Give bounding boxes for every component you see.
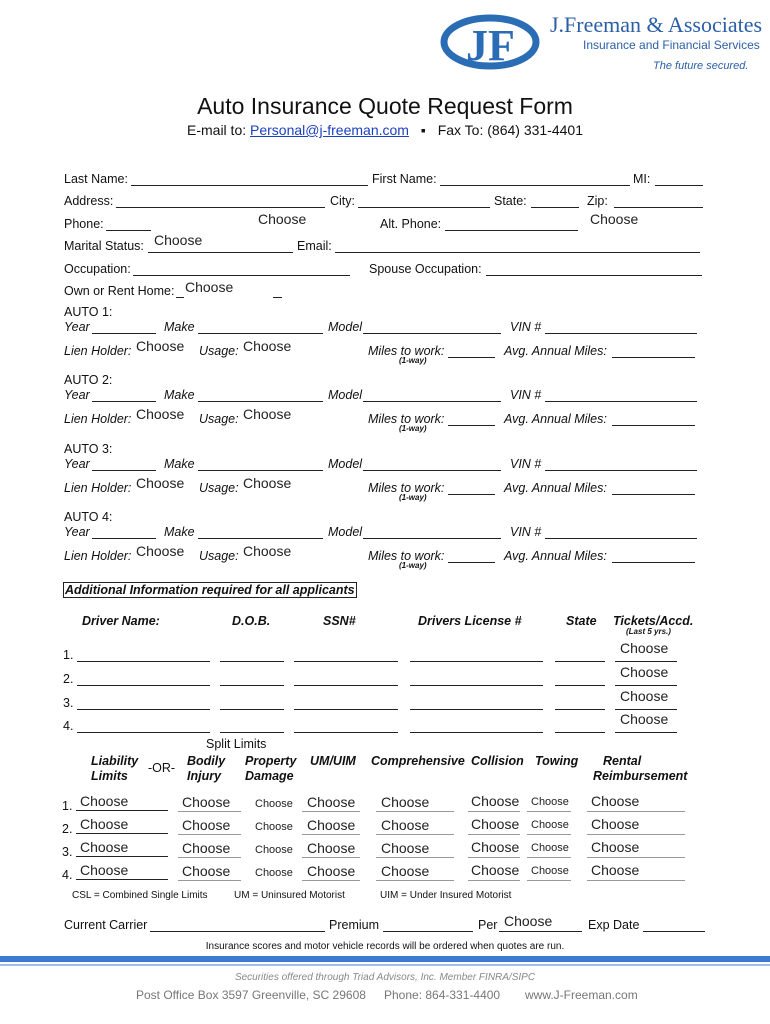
liability-limits-select[interactable]: Choose	[80, 816, 129, 832]
model-label: Model	[328, 457, 363, 471]
towing-select[interactable]: Choose	[531, 819, 569, 831]
driver-row-number: 2.	[63, 672, 74, 686]
dob-field[interactable]	[220, 661, 284, 662]
comprehensive-select[interactable]: Choose	[381, 863, 430, 879]
comprehensive-header: Comprehensive	[371, 754, 465, 768]
rental-line	[587, 880, 685, 881]
bodily-injury-line	[178, 880, 241, 881]
tickets-line	[615, 661, 677, 662]
logo	[440, 10, 550, 72]
phone-label: Phone:	[64, 217, 104, 231]
year-label: Year	[64, 320, 90, 334]
vin-label: VIN #	[510, 457, 542, 471]
driver-row-number: 3.	[63, 696, 74, 710]
zip-field[interactable]	[614, 207, 703, 208]
state-header: State	[566, 614, 597, 628]
address-label: Address:	[64, 194, 114, 208]
email-link[interactable]: Personal@j-freeman.com	[250, 122, 409, 138]
rental-line	[587, 834, 685, 835]
ssn-field[interactable]	[294, 685, 398, 686]
uim-note: UIM = Under Insured Motorist	[380, 890, 512, 901]
state-label: State:	[494, 194, 527, 208]
spouse-occupation-field[interactable]	[486, 275, 702, 276]
comprehensive-select[interactable]: Choose	[381, 817, 430, 833]
auto-title: AUTO 4:	[64, 510, 113, 524]
driver-row-number: 4.	[63, 719, 74, 733]
liability-limits-select[interactable]: Choose	[80, 839, 129, 855]
make-label: Make	[164, 320, 195, 334]
miles-to-work-field[interactable]	[448, 357, 495, 358]
year-label: Year	[64, 457, 90, 471]
miles-to-work-field[interactable]	[448, 494, 495, 495]
rental-select[interactable]: Choose	[591, 862, 640, 878]
marital-status-label: Marital Status:	[64, 239, 144, 253]
comprehensive-line	[376, 857, 454, 858]
bodily-injury-select[interactable]: Choose	[182, 863, 231, 879]
footer-address: Post Office Box 3597 Greenville, SC 29608	[136, 988, 366, 1002]
liability-limits-line	[76, 833, 168, 834]
avg-annual-miles-field[interactable]	[612, 562, 695, 563]
lien-holder-label: Lien Holder:	[64, 412, 132, 426]
license-field[interactable]	[410, 661, 543, 662]
collision-select[interactable]: Choose	[471, 816, 520, 832]
premium-field[interactable]	[383, 931, 473, 932]
comprehensive-select[interactable]: Choose	[381, 840, 430, 856]
miles-to-work-label: Miles to work:	[368, 412, 445, 426]
miles-to-work-field[interactable]	[448, 425, 495, 426]
marital-status-select[interactable]: Choose	[154, 232, 203, 248]
vin-field[interactable]	[545, 470, 697, 471]
page-title: Auto Insurance Quote Request Form	[197, 93, 573, 119]
driver-name-header: Driver Name:	[82, 614, 160, 628]
usage-label: Usage:	[199, 481, 239, 495]
vin-label: VIN #	[510, 525, 542, 539]
license-field[interactable]	[410, 685, 543, 686]
driver-name-field[interactable]	[77, 685, 210, 686]
collision-select[interactable]: Choose	[471, 793, 520, 809]
usage-select[interactable]: Choose	[243, 338, 292, 354]
reimbursement-header: Reimbursement	[593, 769, 688, 783]
email-label: E-mail to:	[187, 122, 247, 138]
liability-header: Liability	[91, 754, 139, 768]
comprehensive-line	[376, 880, 454, 881]
coverage-row-number: 1.	[62, 799, 73, 813]
tickets-line	[615, 709, 677, 710]
um-uim-line	[302, 811, 360, 812]
auto-title: AUTO 1:	[64, 305, 113, 319]
email-field-label: Email:	[297, 239, 332, 253]
auto-title: AUTO 2:	[64, 373, 113, 387]
year-label: Year	[64, 525, 90, 539]
vin-field[interactable]	[545, 333, 697, 334]
lien-holder-select[interactable]: Choose	[136, 543, 185, 559]
collision-line	[468, 880, 520, 881]
model-field[interactable]	[363, 333, 501, 334]
tickets-select[interactable]: Choose	[620, 664, 669, 680]
tickets-line	[615, 732, 677, 733]
footer-bar-thin	[0, 964, 770, 966]
per-label: Per	[478, 918, 498, 932]
driver-name-field[interactable]	[77, 709, 210, 710]
avg-annual-miles-field[interactable]	[612, 494, 695, 495]
per-select[interactable]: Choose	[504, 913, 553, 929]
dob-field[interactable]	[220, 732, 284, 733]
towing-line	[527, 811, 571, 812]
collision-select[interactable]: Choose	[471, 862, 520, 878]
injury-header: Injury	[187, 769, 222, 783]
liability-limits-select[interactable]: Choose	[80, 862, 129, 878]
dob-field[interactable]	[220, 685, 284, 686]
driver-row-number: 1.	[63, 648, 74, 662]
model-label: Model	[328, 320, 363, 334]
year-label: Year	[64, 388, 90, 402]
phone-type-select[interactable]: Choose	[258, 211, 307, 227]
mi-field[interactable]	[655, 185, 703, 186]
lien-holder-label: Lien Holder:	[64, 344, 132, 358]
rental-select[interactable]: Choose	[591, 793, 640, 809]
miles-to-work-label: Miles to work:	[368, 549, 445, 563]
state-field[interactable]	[555, 685, 605, 686]
bodily-injury-select[interactable]: Choose	[182, 794, 231, 810]
one-way-note: (1-way)	[399, 424, 427, 433]
usage-select[interactable]: Choose	[243, 543, 292, 559]
lien-holder-select[interactable]: Choose	[136, 475, 185, 491]
um-uim-header: UM/UIM	[310, 754, 356, 768]
email-field[interactable]	[335, 252, 700, 253]
towing-select[interactable]: Choose	[531, 796, 569, 808]
own-rent-select[interactable]: Choose	[185, 279, 234, 295]
contact-line	[0, 122, 770, 138]
auto-title: AUTO 3:	[64, 442, 113, 456]
model-field[interactable]	[363, 538, 501, 539]
usage-select[interactable]: Choose	[243, 475, 292, 491]
exp-date-label: Exp Date	[588, 918, 640, 932]
per-line	[499, 931, 582, 932]
um-uim-select[interactable]: Choose	[307, 863, 356, 879]
tickets-line	[615, 685, 677, 686]
towing-line	[527, 857, 571, 858]
additional-info-heading: Additional Information required for all applicants	[65, 583, 355, 597]
bullet: ▪	[420, 122, 426, 138]
lien-holder-label: Lien Holder:	[64, 481, 132, 495]
fax-number: Fax To: (864) 331-4401	[437, 122, 583, 138]
property-header: Property	[245, 754, 297, 768]
model-field[interactable]	[363, 401, 501, 402]
license-field[interactable]	[410, 709, 543, 710]
avg-annual-miles-field[interactable]	[612, 425, 695, 426]
phone-field[interactable]	[106, 230, 151, 231]
liability-limits-line	[76, 856, 168, 857]
limits-header: Limits	[91, 769, 128, 783]
first-name-label: First Name:	[372, 172, 437, 186]
footer-bar-thick	[0, 956, 770, 962]
avg-annual-miles-field[interactable]	[612, 357, 695, 358]
towing-line	[527, 834, 571, 835]
last-5-years-note: (Last 5 yrs.)	[626, 627, 671, 636]
year-field[interactable]	[92, 538, 156, 539]
tickets-select[interactable]: Choose	[620, 711, 669, 727]
last-name-field[interactable]	[131, 185, 368, 186]
rental-select[interactable]: Choose	[591, 816, 640, 832]
footer-phone: Phone: 864-331-4400	[384, 988, 501, 1002]
rental-header: Rental	[603, 754, 642, 768]
first-name-field[interactable]	[440, 185, 630, 186]
or-label: -OR-	[148, 761, 176, 775]
footer-website[interactable]: www.J-Freeman.com	[525, 988, 638, 1002]
own-rent-line	[176, 297, 184, 298]
one-way-note: (1-way)	[399, 493, 427, 502]
company-name: J.Freeman & Associates	[550, 12, 763, 37]
make-label: Make	[164, 388, 195, 402]
alt-phone-type-select[interactable]: Choose	[590, 211, 639, 227]
rental-line	[587, 811, 685, 812]
model-field[interactable]	[363, 470, 501, 471]
um-uim-line	[302, 834, 360, 835]
property-damage-select[interactable]: Choose	[255, 821, 293, 833]
own-rent-line-end	[273, 297, 282, 298]
lien-holder-label: Lien Holder:	[64, 549, 132, 563]
damage-header: Damage	[245, 769, 294, 783]
company-subtitle: Insurance and Financial Services	[583, 38, 760, 52]
lien-holder-select[interactable]: Choose	[136, 406, 185, 422]
vin-field[interactable]	[545, 401, 697, 402]
usage-label: Usage:	[199, 344, 239, 358]
driver-name-field[interactable]	[77, 732, 210, 733]
one-way-note: (1-way)	[399, 561, 427, 570]
bodily-injury-select[interactable]: Choose	[182, 840, 231, 856]
license-field[interactable]	[410, 732, 543, 733]
make-label: Make	[164, 525, 195, 539]
state-field[interactable]	[555, 661, 605, 662]
make-label: Make	[164, 457, 195, 471]
usage-label: Usage:	[199, 412, 239, 426]
bodily-injury-line	[178, 857, 241, 858]
driver-name-field[interactable]	[77, 661, 210, 662]
um-uim-select[interactable]: Choose	[307, 817, 356, 833]
mi-label: MI:	[633, 172, 651, 186]
avg-annual-miles-label: Avg. Annual Miles:	[504, 549, 607, 563]
make-field[interactable]	[198, 333, 323, 334]
make-field[interactable]	[198, 401, 323, 402]
um-note: UM = Uninsured Motorist	[234, 890, 345, 901]
securities-note: Securities offered through Triad Advisors, Inc. Member FINRA/SIPC	[234, 972, 536, 983]
coverage-row-number: 2.	[62, 822, 73, 836]
exp-date-field[interactable]	[643, 931, 705, 932]
make-field[interactable]	[198, 470, 323, 471]
own-rent-label: Own or Rent Home:	[64, 284, 175, 298]
avg-annual-miles-label: Avg. Annual Miles:	[504, 481, 607, 495]
comprehensive-line	[376, 811, 454, 812]
lien-holder-select[interactable]: Choose	[136, 338, 185, 354]
current-carrier-field[interactable]	[150, 931, 325, 932]
property-damage-select[interactable]: Choose	[255, 867, 293, 879]
dob-header: D.O.B.	[232, 614, 271, 628]
towing-select[interactable]: Choose	[531, 842, 569, 854]
occupation-label: Occupation:	[64, 262, 131, 276]
bodily-injury-line	[178, 834, 241, 835]
liability-limits-line	[76, 879, 168, 880]
premium-label: Premium	[329, 918, 380, 932]
marital-status-line	[148, 252, 293, 253]
city-field[interactable]	[358, 207, 490, 208]
tickets-header: Tickets/Accd.	[613, 614, 694, 628]
bodily-header: Bodily	[187, 754, 226, 768]
tickets-select[interactable]: Choose	[620, 640, 669, 656]
last-name-label: Last Name:	[64, 172, 128, 186]
miles-to-work-label: Miles to work:	[368, 344, 445, 358]
coverage-row-number: 4.	[62, 868, 73, 882]
rental-line	[587, 857, 685, 858]
miles-to-work-field[interactable]	[448, 562, 495, 563]
disclaimer: Insurance scores and motor vehicle records will be ordered when quotes are run.	[205, 941, 565, 952]
towing-header: Towing	[535, 754, 579, 768]
coverage-row-number: 3.	[62, 845, 73, 859]
property-damage-select[interactable]: Choose	[255, 798, 293, 810]
towing-select[interactable]: Choose	[531, 865, 569, 877]
alt-phone-field[interactable]	[445, 230, 578, 231]
collision-line	[468, 834, 520, 835]
jf-logo-icon	[440, 10, 550, 72]
rental-select[interactable]: Choose	[591, 839, 640, 855]
vin-field[interactable]	[545, 538, 697, 539]
comprehensive-line	[376, 834, 454, 835]
alt-phone-label: Alt. Phone:	[380, 217, 442, 231]
state-field[interactable]	[531, 207, 579, 208]
towing-line	[527, 880, 571, 881]
address-field[interactable]	[116, 207, 325, 208]
um-uim-line	[302, 880, 360, 881]
occupation-field[interactable]	[133, 275, 350, 276]
vin-label: VIN #	[510, 388, 542, 402]
spouse-occupation-label: Spouse Occupation:	[369, 262, 482, 276]
ssn-field[interactable]	[294, 732, 398, 733]
usage-select[interactable]: Choose	[243, 406, 292, 422]
miles-to-work-label: Miles to work:	[368, 481, 445, 495]
tickets-select[interactable]: Choose	[620, 688, 669, 704]
collision-line	[468, 811, 520, 812]
um-uim-line	[302, 857, 360, 858]
usage-label: Usage:	[199, 549, 239, 563]
bodily-injury-line	[178, 811, 241, 812]
year-field[interactable]	[92, 333, 156, 334]
collision-select[interactable]: Choose	[471, 839, 520, 855]
current-carrier-label: Current Carrier	[64, 918, 148, 932]
state-field[interactable]	[555, 709, 605, 710]
svg-text:JF: JF	[466, 21, 515, 70]
bodily-injury-select[interactable]: Choose	[182, 817, 231, 833]
liability-limits-select[interactable]: Choose	[80, 793, 129, 809]
year-field[interactable]	[92, 401, 156, 402]
csl-note: CSL = Combined Single Limits	[72, 890, 208, 901]
split-limits-label: Split Limits	[206, 737, 267, 751]
collision-line	[468, 857, 520, 858]
um-uim-select[interactable]: Choose	[307, 794, 356, 810]
avg-annual-miles-label: Avg. Annual Miles:	[504, 412, 607, 426]
year-field[interactable]	[92, 470, 156, 471]
zip-label: Zip:	[587, 194, 608, 208]
make-field[interactable]	[198, 538, 323, 539]
ssn-field[interactable]	[294, 709, 398, 710]
one-way-note: (1-way)	[399, 356, 427, 365]
state-field[interactable]	[555, 732, 605, 733]
collision-header: Collision	[471, 754, 524, 768]
um-uim-select[interactable]: Choose	[307, 840, 356, 856]
vin-label: VIN #	[510, 320, 542, 334]
model-label: Model	[328, 525, 363, 539]
ssn-field[interactable]	[294, 661, 398, 662]
license-header: Drivers License #	[418, 614, 522, 628]
city-label: City:	[330, 194, 355, 208]
ssn-header: SSN#	[323, 614, 356, 628]
dob-field[interactable]	[220, 709, 284, 710]
property-damage-select[interactable]: Choose	[255, 844, 293, 856]
avg-annual-miles-label: Avg. Annual Miles:	[504, 344, 607, 358]
comprehensive-select[interactable]: Choose	[381, 794, 430, 810]
liability-limits-line	[76, 810, 168, 811]
model-label: Model	[328, 388, 363, 402]
company-tagline: The future secured.	[653, 60, 749, 72]
